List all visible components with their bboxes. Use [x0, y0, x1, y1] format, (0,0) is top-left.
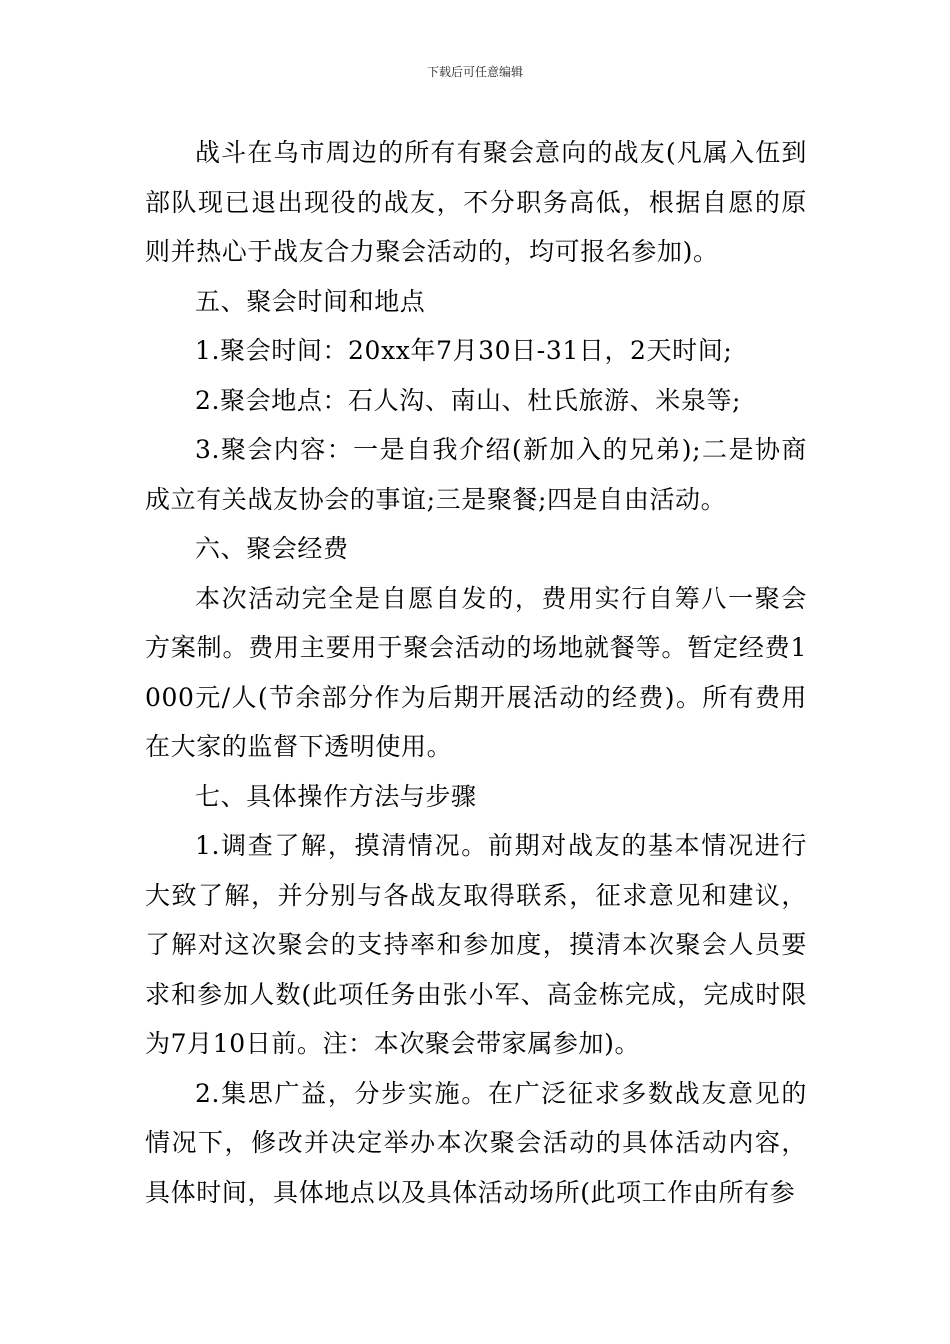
paragraph-meeting-time: 1.聚会时间：20xx年7月30日-31日，2天时间;: [195, 336, 733, 365]
document-body: [145, 128, 807, 1217]
paragraph-participants: 战斗在乌市周边的所有有聚会意向的战友(凡属入伍到部队现已退出现役的战友，不分职务高低，根据自愿的原则并热心于战友合力聚会活动的，均可报名参加)。: [145, 138, 807, 266]
heading-time-and-place: 五、聚会时间和地点: [195, 286, 426, 316]
paragraph-step-implementation: 2.集思广益，分步实施。在广泛征求多数战友意见的情况下，修改并决定举办本次聚会活动的具体活动内容，具体时间，具体地点以及具体活动场所(此项工作由所有参: [145, 1078, 807, 1207]
paragraph-funds-detail: 本次活动完全是自愿自发的，费用实行自筹八一聚会方案制。费用主要用于聚会活动的场地就餐等。暂定经费1000元/人(节余部分作为后期开展活动的经费)。所有费用在大家的监督下透明使用。: [145, 583, 807, 761]
paragraph-step-investigation: 1.调查了解，摸清情况。前期对战友的基本情况进行大致了解，并分别与各战友取得联系，征求意见和建议，了解对这次聚会的支持率和参加度，摸清本次聚会人员要求和参加人数(此项任务由张小军、高金栋完成，完成时限为7月10日前。注：本次聚会带家属参加)。: [145, 831, 807, 1058]
heading-meeting-funds: 六、聚会经费: [195, 534, 349, 563]
heading-methods-and-steps: 七、具体操作方法与步骤: [195, 781, 477, 811]
paragraph-meeting-place: 2.聚会地点：石人沟、南山、杜氏旅游、米泉等;: [195, 385, 742, 415]
paragraph-meeting-content: 3.聚会内容：一是自我介绍(新加入的兄弟);二是协商成立有关战友协会的事谊;三是聚餐;四是自由活动。: [145, 435, 807, 514]
page-header: 下载后可任意编辑: [426, 65, 523, 79]
